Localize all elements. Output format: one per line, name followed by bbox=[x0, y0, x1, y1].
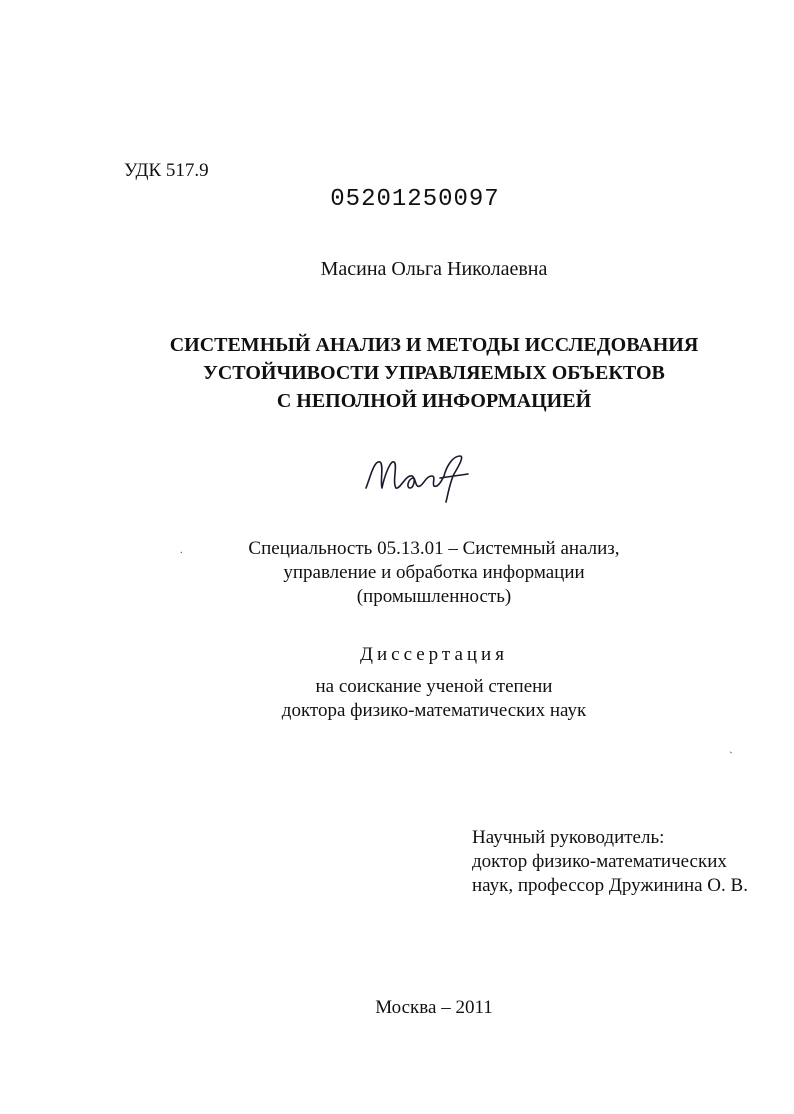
stray-mark: . bbox=[180, 545, 183, 556]
handwritten-signature bbox=[360, 448, 480, 508]
specialty-line: управление и обработка информации bbox=[283, 562, 585, 583]
place-and-year: Москва – 2011 bbox=[375, 997, 493, 1018]
author-name: Масина Ольга Николаевна bbox=[320, 258, 548, 280]
supervisor-line: Научный руководитель: bbox=[472, 827, 665, 848]
degree-block bbox=[0, 675, 794, 723]
degree-line: доктора физико-математических наук bbox=[281, 700, 587, 721]
degree-line: на соискание ученой степени bbox=[315, 676, 553, 697]
dissertation-title bbox=[0, 331, 794, 415]
title-line: С НЕПОЛНОЙ ИНФОРМАЦИЕЙ bbox=[276, 390, 592, 412]
title-line: УСТОЙЧИВОСТИ УПРАВЛЯЕМЫХ ОБЪЕКТОВ bbox=[203, 362, 665, 384]
specialty-line: (промышленность) bbox=[356, 586, 512, 607]
document-type: Диссертация bbox=[360, 644, 508, 665]
supervisor-block bbox=[472, 826, 748, 898]
supervisor-line: доктор физико-математических bbox=[472, 851, 727, 872]
specialty-line: Специальность 05.13.01 – Системный анализ, bbox=[248, 538, 620, 559]
supervisor-line: наук, профессор Дружинина О. В. bbox=[472, 875, 748, 896]
specialty-block bbox=[0, 537, 794, 609]
udc-code: УДК 517.9 bbox=[124, 160, 209, 181]
registration-number: 05201250097 bbox=[330, 186, 500, 213]
stray-mark: ˏ bbox=[729, 740, 733, 754]
title-line: СИСТЕМНЫЙ АНАЛИЗ И МЕТОДЫ ИССЛЕДОВАНИЯ bbox=[169, 334, 699, 356]
